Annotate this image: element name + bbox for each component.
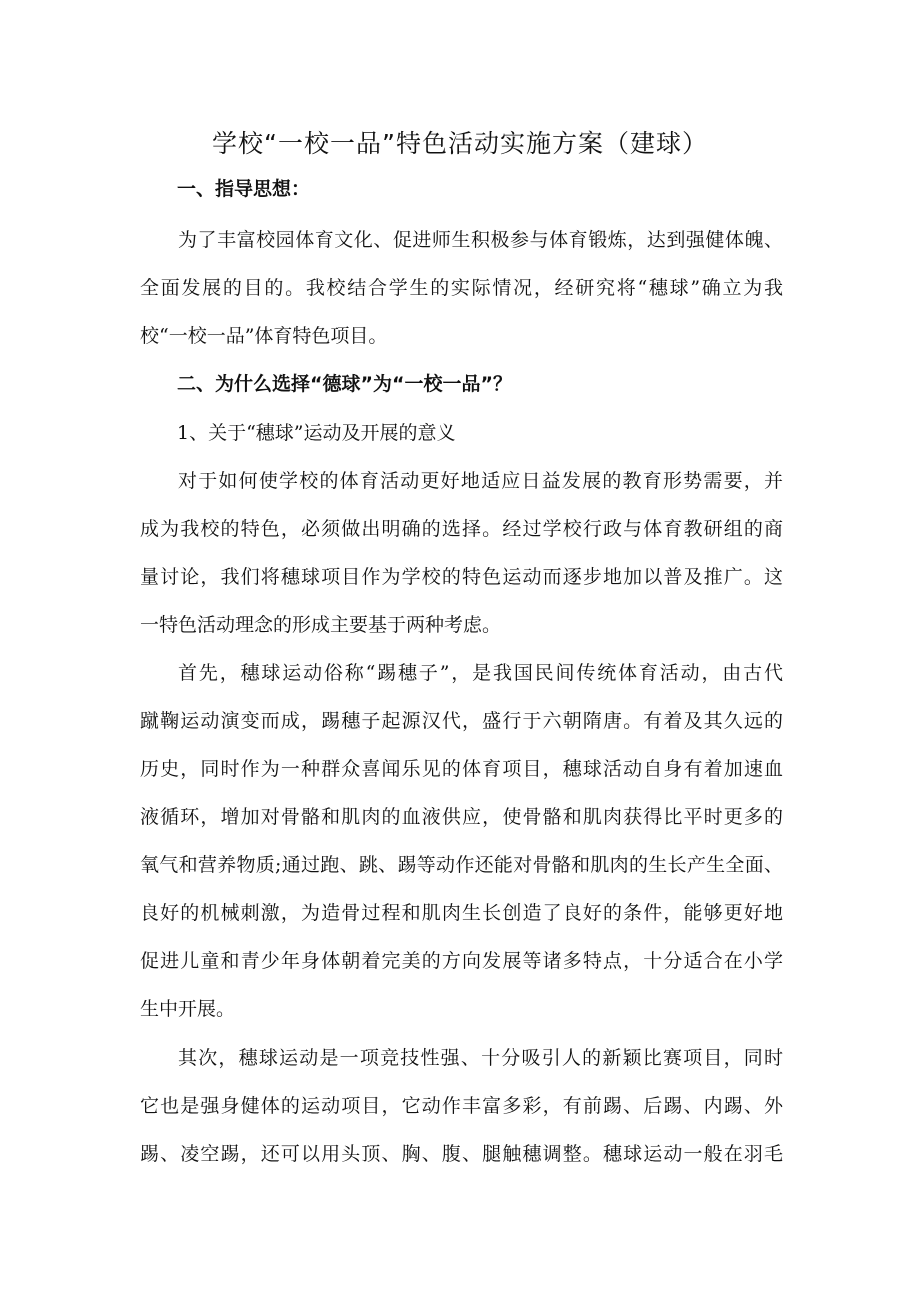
paragraph-line: 其次，穗球运动是一项竞技性强、十分吸引人的新颖比赛项目，同时 <box>178 1047 783 1069</box>
paragraph-line: 它也是强身健体的运动项目，它动作丰富多彩，有前踢、后踢、内踢、外 <box>140 1095 783 1117</box>
document-title: 学校“一校一品”特色活动实施方案（建球） <box>212 129 708 158</box>
paragraph-line: 全面发展的目的。我校结合学生的实际情况，经研究将“穗球”确立为我 <box>140 277 783 299</box>
paragraph-line: 对于如何使学校的体育活动更好地适应日益发展的教育形势需要，并 <box>178 470 783 492</box>
subsection-heading-about: 1、关于“穗球”运动及开展的意义 <box>177 422 456 444</box>
paragraph-line: 历史，同时作为一种群众喜闻乐见的体育项目，穗球活动自身有着加速血 <box>140 758 783 780</box>
paragraph-line: 一特色活动理念的形成主要基于两种考虑。 <box>140 614 502 636</box>
paragraph-line: 为了丰富校园体育文化、促进师生积极参与体育锻炼，达到强健体魄、 <box>178 229 783 251</box>
paragraph-line: 良好的机械刺激，为造骨过程和肌肉生长创造了良好的条件，能够更好地 <box>140 902 783 924</box>
paragraph-line: 促进儿童和青少年身体朝着完美的方向发展等诸多特点，十分适合在小学 <box>140 950 783 972</box>
paragraph-line: 首先，穗球运动俗称“踢穗子”，是我国民间传统体育活动，由古代 <box>178 662 783 684</box>
section-heading-guiding-ideology: 一、指导思想： <box>177 178 311 200</box>
paragraph-line: 踢、凌空踢，还可以用头顶、胸、腹、腿触穗调整。穗球运动一般在羽毛 <box>140 1143 783 1165</box>
paragraph-line: 蹴鞠运动演变而成，踢穗子起源汉代，盛行于六朝隋唐。有着及其久远的 <box>140 710 783 732</box>
paragraph-line: 成为我校的特色，必须做出明确的选择。经过学校行政与体育教研组的商 <box>140 518 783 540</box>
paragraph-line: 生中开展。 <box>140 998 236 1020</box>
paragraph-line: 氧气和营养物质;通过跑、跳、踢等动作还能对骨骼和肌肉的生长产生全面、 <box>140 854 783 876</box>
paragraph-line: 校“一校一品”体育特色项目。 <box>140 325 388 347</box>
paragraph-line: 液循环，增加对骨骼和肌肉的血液供应，使骨骼和肌肉获得比平时更多的 <box>140 806 783 828</box>
section-heading-why-choose: 二、为什么选择“德球”为“一校一品”？ <box>177 373 512 395</box>
paragraph-line: 量讨论，我们将穗球项目作为学校的特色运动而逐步地加以普及推广。这 <box>140 566 783 588</box>
